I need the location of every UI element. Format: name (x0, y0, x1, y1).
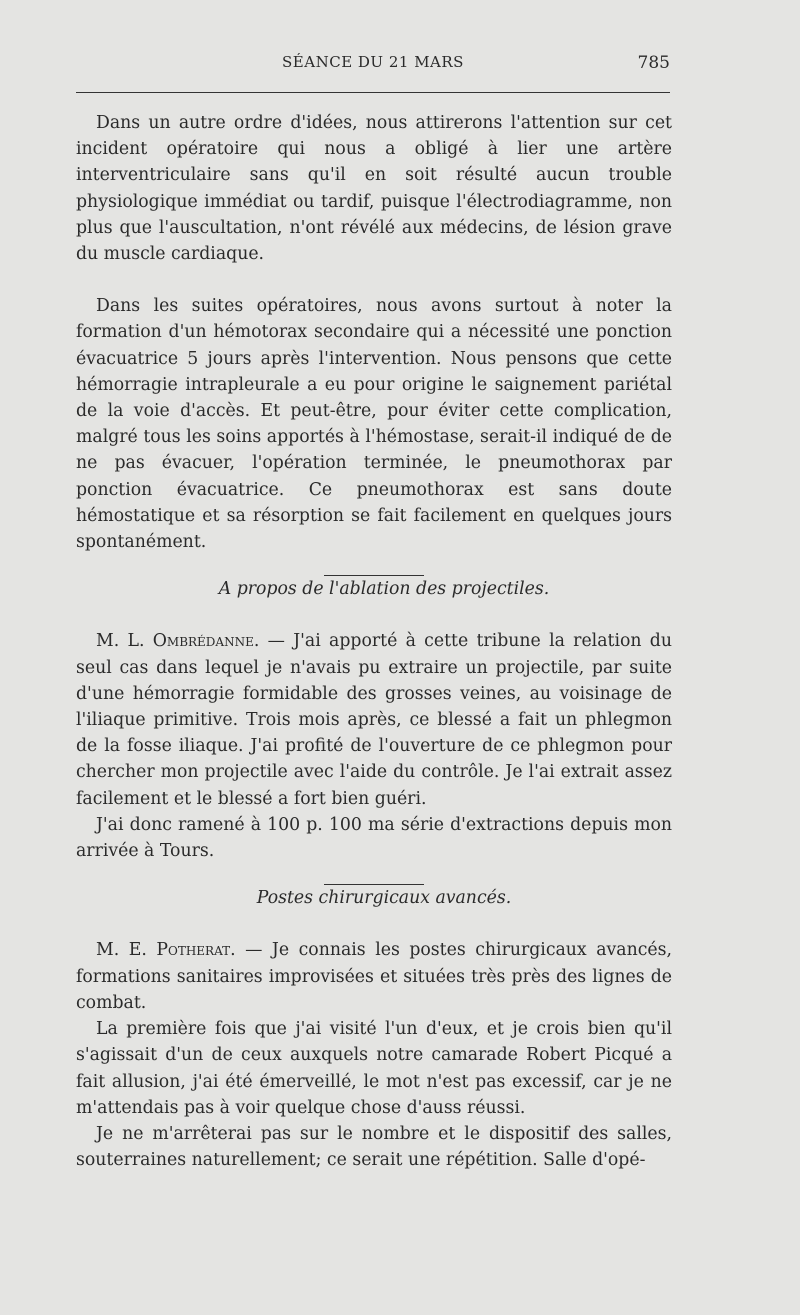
paragraph: Je ne m'arrêterai pas sur le nombre et le dispositif des salles, souterraines naturellement; ce serait une répétition. Salle d'opé- (76, 1123, 672, 1171)
header-rule (76, 92, 670, 93)
paragraph-text: — J'ai apporté à cette tribune la relation du seul cas dans lequel je n'avais pu extraire un projectile, par suite d'une hémorragie formidable des grosses veines, au voisinage de l'iliaque primitive. Trois mois après, ce blessé a fait un phlegmon de la fosse iliaque. J'ai profité de l'ouverture de ce phlegmon pour chercher mon projectile avec l'aide du contrôle. Je l'ai extrait assez facilement et le blessé a fort bien guéri. (76, 631, 672, 809)
paragraph: Dans les suites opératoires, nous avons surtout à noter la formation d'un hémotorax secondaire qui a nécessité une ponction évacuatrice 5 jours après l'intervention. Nous pensons que cette hémorragie intrapleurale a eu pour origine le saignement pariétal de la voie d'accès. Et peut-être, pour éviter cette complication, malgré tous les soins apportés à l'hémostase, serait-il indiqué de de ne pas évacuer, l'opération terminée, le pneumothorax par ponction évacuatrice. Ce pneumothorax est sans doute hémostatique et sa résorption se fait facilement en quelques jours spontanément. (76, 296, 672, 553)
page-header (76, 53, 670, 75)
section-title: A propos de l'ablation des projectiles. (218, 579, 550, 600)
paragraph: J'ai donc ramené à 100 p. 100 ma série d'extractions depuis mon arrivée à Tours. (76, 814, 672, 862)
paragraph-text: — Je connais les postes chirurgicaux avancés, formations sanitaires improvisées et situées très près des lignes de combat. (76, 940, 672, 1013)
paragraph (76, 937, 672, 1016)
body-text (76, 110, 672, 1173)
paragraph: Dans un autre ordre d'idées, nous attirerons l'attention sur cet incident opératoire qui nous a obligé à lier une artère interventriculaire sans qu'il en soit résulté aucun trouble physiologique immédiat ou tardif, puisque l'électrodiagramme, non plus que l'auscultation, n'ont révélé aux médecins, de lésion grave du muscle cardiaque. (76, 113, 672, 265)
page-number: 785 (637, 53, 670, 73)
section-title: Postes chirurgicaux avancés. (256, 888, 512, 909)
paragraph: La première fois que j'ai visité l'un d'eux, et je crois bien qu'il s'agissait d'un de ceux auxquels notre camarade Robert Picqué a fait allusion, j'ai été émerveillé, le mot n'est pas excessif, car je ne m'attendais pas à voir quelque chose d'auss réussi. (76, 1019, 672, 1118)
speaker-name: M. E. Potherat. (96, 940, 236, 961)
speaker-name: M. L. Ombrédanne. (96, 631, 260, 652)
paragraph (76, 628, 672, 811)
running-title: SÉANCE DU 21 MARS (282, 53, 464, 71)
